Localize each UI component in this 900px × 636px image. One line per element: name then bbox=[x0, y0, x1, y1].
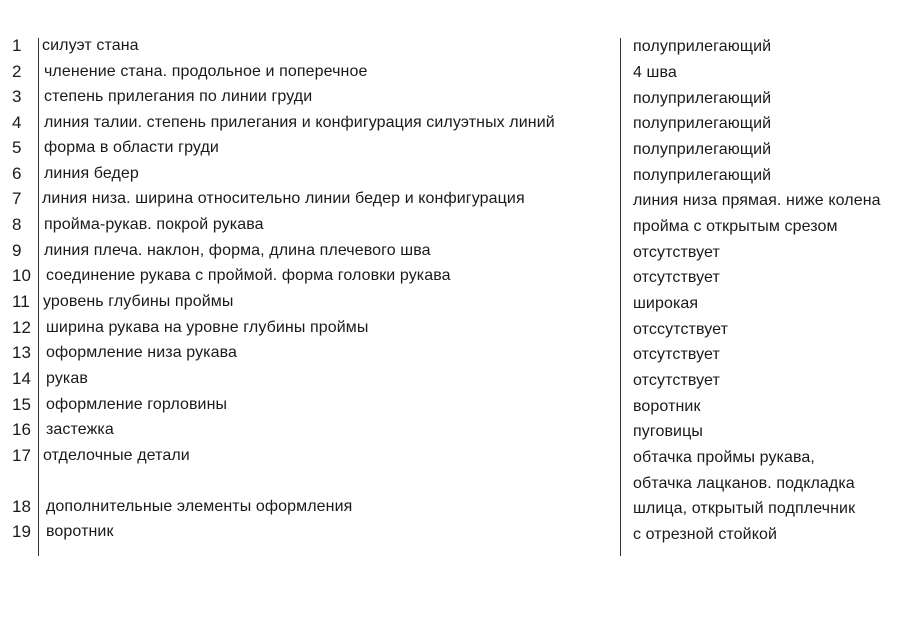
row-number: 2 bbox=[12, 62, 22, 81]
row-value: пуговицы bbox=[633, 423, 703, 440]
row-number: 10 bbox=[12, 266, 31, 285]
row-label: оформление низа рукава bbox=[46, 344, 238, 361]
row-number: 5 bbox=[12, 138, 22, 157]
row-value: отссутствует bbox=[633, 321, 729, 338]
row-label: членение стана. продольное и поперечное bbox=[44, 63, 368, 80]
row-value: полуприлегающий bbox=[633, 90, 772, 107]
row-number: 15 bbox=[12, 395, 31, 414]
row-label: линия талии. степень прилегания и конфигурация силуэтных линий bbox=[44, 114, 555, 131]
row-number: 7 bbox=[12, 189, 22, 208]
row-number: 16 bbox=[12, 420, 31, 439]
row-value: 4 шва bbox=[633, 64, 677, 81]
row-label: соединение рукава с проймой. форма головки рукава bbox=[46, 267, 451, 284]
row-value: линия низа прямая. ниже колена bbox=[633, 192, 881, 209]
row-label: линия бедер bbox=[44, 165, 139, 182]
row-value: полуприлегающий bbox=[633, 167, 772, 184]
row-label: застежка bbox=[46, 421, 114, 438]
row-value: отсутствует bbox=[633, 372, 720, 389]
row-label: ширина рукава на уровне глубины проймы bbox=[46, 319, 369, 336]
row-value: обтачка проймы рукава, bbox=[633, 449, 815, 466]
row-label: оформление горловины bbox=[46, 396, 228, 413]
row-number: 17 bbox=[12, 446, 31, 465]
row-label: рукав bbox=[46, 370, 88, 387]
row-value: полуприлегающий bbox=[633, 141, 772, 158]
row-label: степень прилегания по линии груди bbox=[44, 88, 313, 105]
row-value: шлица, открытый подплечник bbox=[633, 500, 856, 517]
left-divider bbox=[38, 38, 39, 556]
row-value: отсутствует bbox=[633, 269, 720, 286]
row-number: 1 bbox=[12, 36, 22, 55]
row-label: силуэт стана bbox=[42, 37, 139, 54]
row-number: 4 bbox=[12, 113, 22, 132]
row-value: широкая bbox=[633, 295, 699, 312]
row-number: 19 bbox=[12, 522, 31, 541]
row-label: дополнительные элементы оформления bbox=[46, 498, 353, 515]
row-value: обтачка лацканов. подкладка bbox=[633, 475, 855, 492]
row-number: 3 bbox=[12, 87, 22, 106]
row-label: форма в области груди bbox=[44, 139, 219, 156]
row-label: пройма-рукав. покрой рукава bbox=[44, 216, 264, 233]
row-number: 6 bbox=[12, 164, 22, 183]
row-number: 12 bbox=[12, 318, 31, 337]
row-value: пройма с открытым срезом bbox=[633, 218, 838, 235]
row-value: отсутствует bbox=[633, 244, 720, 261]
row-label: линия низа. ширина относительно линии бедер и конфигурация bbox=[42, 190, 525, 207]
row-label: линия плеча. наклон, форма, длина плечевого шва bbox=[44, 242, 431, 259]
row-number: 8 bbox=[12, 215, 22, 234]
row-number: 11 bbox=[12, 292, 30, 311]
row-number: 18 bbox=[12, 497, 31, 516]
row-number: 14 bbox=[12, 369, 31, 388]
row-value: полуприлегающий bbox=[633, 38, 772, 55]
row-value: с отрезной стойкой bbox=[633, 526, 778, 543]
row-label: воротник bbox=[46, 523, 114, 540]
right-divider bbox=[620, 38, 621, 556]
row-value: воротник bbox=[633, 398, 701, 415]
row-number: 13 bbox=[12, 343, 31, 362]
row-value: отсутствует bbox=[633, 346, 720, 363]
row-number: 9 bbox=[12, 241, 22, 260]
row-value: полуприлегающий bbox=[633, 115, 772, 132]
row-label: уровень глубины проймы bbox=[43, 293, 234, 310]
row-label: отделочные детали bbox=[43, 447, 190, 464]
